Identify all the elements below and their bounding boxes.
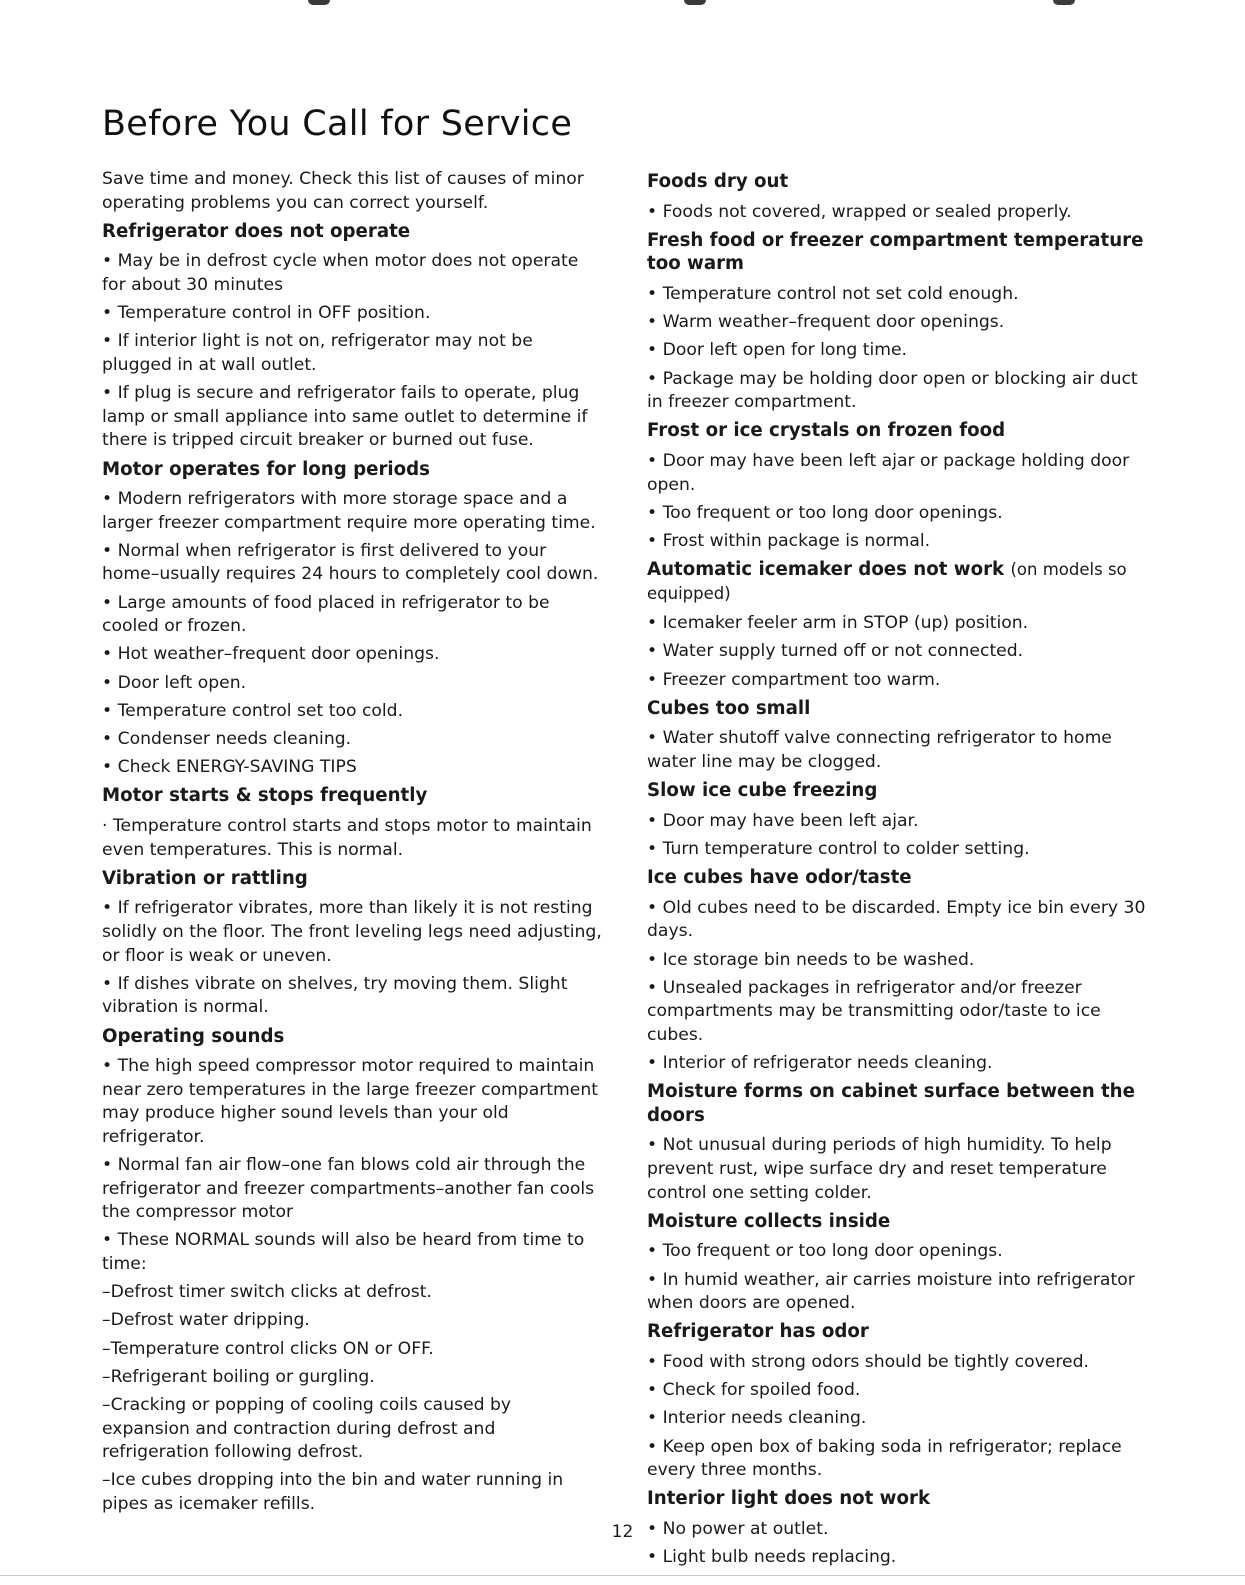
list-item: • Warm weather–frequent door openings. [647, 312, 1005, 333]
list-item: • Frost within package is normal. [647, 530, 931, 551]
sound-item: –Defrost timer switch clicks at defrost. [102, 1282, 432, 1303]
list-item: • Water shutoff valve connecting refrigerator to home water line may be clogged. [647, 728, 1112, 772]
models-note: (on models so equipped) [647, 560, 1127, 603]
section-heading [647, 558, 1149, 605]
section-heading: Operating sounds [102, 1025, 285, 1047]
list-item: • If plug is secure and refrigerator fails to operate, plug lamp or small appliance into same outlet to determine if there is tripped circuit breaker or burned out fuse. [102, 383, 588, 451]
section-heading: Fresh food or freezer compartment temperature too warm [647, 229, 1144, 275]
section-heading: Interior light does not work [647, 1488, 931, 1510]
list-item: • Water supply turned off or not connected. [647, 641, 1024, 662]
list-item: • Light bulb needs replacing. [647, 1547, 897, 1568]
list-item: • Not unusual during periods of high humidity. To help prevent rust, wipe surface dry and reset temperature control one setting colder. [647, 1135, 1112, 1203]
list-item: • The high speed compressor motor required to maintain near zero temperatures in the large freezer compartment may produce higher sound levels than your old refrigerator. [102, 1056, 598, 1147]
list-item: • Interior needs cleaning. [647, 1408, 867, 1429]
sound-item: –Cracking or popping of cooling coils caused by expansion and contraction during defrost and refrigeration following defrost. [102, 1394, 512, 1463]
list-item: • Hot weather–frequent door openings. [102, 644, 440, 665]
section-heading: Foods dry out [647, 171, 789, 192]
list-item: • May be in defrost cycle when motor does not operate for about 30 minutes [102, 251, 579, 295]
list-item: • If interior light is not on, refrigerator may not be plugged in at wall outlet. [102, 331, 533, 375]
sound-item: –Defrost water dripping. [102, 1310, 310, 1331]
list-item: • Ice storage bin needs to be washed. [647, 949, 975, 970]
list-item: • Normal when refrigerator is first delivered to your home–usually requires 24 hours to completely cool down. [102, 540, 599, 585]
section-heading: Motor starts & stops frequently [102, 785, 428, 807]
scan-mark [1053, 0, 1075, 5]
list-item: • Unsealed packages in refrigerator and/or freezer compartments may be transmitting odor/taste to ice cubes. [647, 977, 1101, 1045]
page-number: 12 [611, 1522, 634, 1542]
intro-text: Save time and money. Check this list of causes of minor operating problems you can correct yourself. [102, 169, 584, 213]
list-item: • In humid weather, air carries moisture into refrigerator when doors are opened. [647, 1269, 1135, 1314]
list-item: • Temperature control set too cold. [102, 700, 404, 721]
list-item: • Door left open. [102, 672, 247, 693]
sound-item: –Temperature control clicks ON or OFF. [102, 1338, 434, 1359]
list-item: • Temperature control in OFF position. [102, 303, 431, 324]
section-heading: Ice cubes have odor/taste [647, 867, 912, 889]
list-item: • Check for spoiled food. [647, 1380, 861, 1401]
list-item: • Door left open for long time. [647, 340, 908, 361]
list-item: • Too frequent or too long door openings. [647, 502, 1003, 523]
list-item: • If refrigerator vibrates, more than likely it is not resting solidly on the floor. The front leveling legs need adjusting, or floor is weak or uneven. [102, 898, 602, 966]
page-title: Before You Call for Service [102, 104, 573, 144]
section-heading: Refrigerator does not operate [102, 220, 411, 242]
list-item: • These NORMAL sounds will also be heard from time to time: [102, 1230, 585, 1275]
section-heading: Slow ice cube freezing [647, 780, 878, 802]
section-heading: Motor operates for long periods [102, 458, 430, 480]
list-item: • Icemaker feeler arm in STOP (up) position. [647, 613, 1029, 634]
scan-edge-line [0, 1575, 1245, 1576]
list-item: • Check ENERGY-SAVING TIPS [102, 757, 357, 778]
list-item: • Interior of refrigerator needs cleaning. [647, 1053, 993, 1074]
list-item: • Package may be holding door open or blocking air duct in freezer compartment. [647, 368, 1138, 413]
list-item: • Turn temperature control to colder setting. [647, 838, 1030, 859]
section-heading: Refrigerator has odor [647, 1321, 869, 1343]
list-item: • Foods not covered, wrapped or sealed properly. [647, 201, 1072, 222]
list-item: • Door may have been left ajar. [647, 810, 919, 831]
section-heading: Moisture forms on cabinet surface between the doors [647, 1081, 1135, 1126]
list-item: • Condenser needs cleaning. [102, 729, 352, 749]
list-item: · Temperature control starts and stops motor to maintain even temperatures. This is normal. [102, 815, 592, 860]
sound-item: –Refrigerant boiling or gurgling. [102, 1366, 375, 1387]
section-heading: Cubes too small [647, 697, 811, 719]
list-item: • Large amounts of food placed in refrigerator to be cooled or frozen. [102, 592, 550, 637]
list-item: • Freezer compartment too warm. [647, 669, 941, 690]
list-item: • Old cubes need to be discarded. Empty ice bin every 30 days. [647, 897, 1146, 942]
list-item: • If dishes vibrate on shelves, try moving them. Slight vibration is normal. [102, 973, 568, 1018]
left-column [102, 168, 602, 1517]
scan-mark [308, 0, 330, 5]
list-item: • Too frequent or too long door openings. [647, 1241, 1003, 1262]
list-item: • Temperature control not set cold enough. [647, 283, 1019, 304]
section-heading: Moisture collects inside [647, 1210, 891, 1232]
list-item: • Door may have been left ajar or package holding door open. [647, 450, 1130, 495]
list-item: • Food with strong odors should be tightly covered. [647, 1352, 1089, 1372]
list-item: • No power at outlet. [647, 1518, 829, 1539]
section-heading: Frost or ice crystals on frozen food [647, 420, 1006, 442]
list-item: • Keep open box of baking soda in refrigerator; replace every three months. [647, 1436, 1122, 1481]
list-item: • Modern refrigerators with more storage space and a larger freezer compartment require more operating time. [102, 489, 596, 533]
section-heading: Vibration or rattling [102, 867, 308, 889]
section-heading-text: Automatic icemaker does not work [647, 559, 1005, 581]
sound-item: –Ice cubes dropping into the bin and water running in pipes as icemaker refills. [102, 1470, 564, 1514]
list-item: • Normal fan air flow–one fan blows cold air through the refrigerator and freezer compartments–another fan cools the compressor motor [102, 1155, 595, 1223]
right-column [647, 168, 1149, 1574]
scan-mark [684, 0, 706, 5]
